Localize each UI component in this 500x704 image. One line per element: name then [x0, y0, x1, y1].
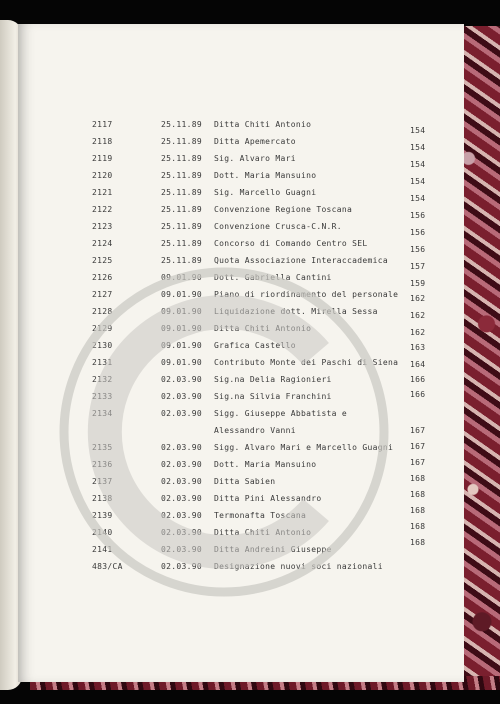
entry-date: 09.01.90	[161, 358, 202, 367]
entry-number: 2124	[92, 239, 113, 248]
entry-date: 02.03.90	[161, 409, 202, 418]
entry-date: 02.03.90	[161, 375, 202, 384]
register-row	[18, 256, 464, 272]
entry-page: 163	[410, 343, 426, 352]
register-row	[18, 171, 464, 187]
register-row	[18, 307, 464, 323]
entry-page: 164	[410, 360, 426, 369]
entry-description: Dott. Maria Mansuino	[214, 460, 317, 469]
entry-page: 168	[410, 474, 426, 483]
entry-number: 2136	[92, 460, 113, 469]
register-row	[18, 341, 464, 357]
entry-description: Grafica Castello	[214, 341, 296, 350]
register-row	[18, 474, 464, 493]
entry-date: 25.11.89	[161, 188, 202, 197]
entry-description: Convenzione Crusca-C.N.R.	[214, 222, 342, 231]
entry-description: Sig.na Delia Ragionieri	[214, 375, 332, 384]
entry-date: 25.11.89	[161, 256, 202, 265]
entry-number: 2120	[92, 171, 113, 180]
entry-description: Ditta Sabien	[214, 477, 276, 486]
register-row	[18, 538, 464, 561]
entry-date: 09.01.90	[161, 273, 202, 282]
register-row	[18, 460, 464, 476]
entry-number: 2133	[92, 392, 113, 401]
entry-number: 2118	[92, 137, 113, 146]
entry-number: 2127	[92, 290, 113, 299]
register-page	[18, 24, 464, 682]
register-row	[18, 120, 464, 136]
entry-description: Piano di riordinamento del personale	[214, 290, 399, 299]
entry-page: 159	[410, 279, 426, 288]
register-row	[18, 137, 464, 153]
entry-number: 2125	[92, 256, 113, 265]
register-row	[18, 392, 464, 408]
entry-description: Liquidazione dott. Mirella Sessa	[214, 307, 378, 316]
entry-page: 156	[410, 211, 426, 220]
entry-number: 2119	[92, 154, 113, 163]
entry-number: 2128	[92, 307, 113, 316]
entry-page: 168	[410, 538, 426, 547]
entry-page: 162	[410, 311, 426, 320]
entry-number: 483/CA	[92, 562, 123, 571]
entry-description: Designazione nuovi soci nazionali	[214, 562, 383, 571]
entry-number: 2131	[92, 358, 113, 367]
entry-page: 154	[410, 160, 426, 169]
entry-date: 25.11.89	[161, 205, 202, 214]
register-row	[18, 490, 464, 510]
register-row	[18, 358, 464, 374]
register-row	[18, 426, 464, 442]
entry-description: Contributo Monte dei Paschi di Siena	[214, 358, 399, 367]
register-row	[18, 154, 464, 170]
entry-page: 157	[410, 262, 426, 271]
entry-page: 168	[410, 522, 426, 531]
entry-page: 156	[410, 228, 426, 237]
entry-date: 02.03.90	[161, 545, 202, 554]
entry-page: 168	[410, 506, 426, 515]
entry-date: 09.01.90	[161, 307, 202, 316]
entry-date: 25.11.89	[161, 222, 202, 231]
entry-description: Sig.na Silvia Franchini	[214, 392, 332, 401]
entry-number: 2121	[92, 188, 113, 197]
entry-description: Ditta Chiti Antonio	[214, 120, 312, 129]
entry-date: 09.01.90	[161, 341, 202, 350]
entry-description: Dott. Gabriella Cantini	[214, 273, 332, 282]
entry-description: Ditta Chiti Antonio	[214, 324, 312, 333]
entry-number: 2137	[92, 477, 113, 486]
register-row	[18, 324, 464, 340]
entry-page: 166	[410, 375, 426, 384]
entry-description: Concorso di Comando Centro SEL	[214, 239, 368, 248]
entry-description: Sig. Alvaro Mari	[214, 154, 296, 163]
entry-date: 02.03.90	[161, 494, 202, 503]
entry-date: 09.01.90	[161, 324, 202, 333]
entry-page: 156	[410, 245, 426, 254]
entry-page: 154	[410, 194, 426, 203]
entry-date: 02.03.90	[161, 460, 202, 469]
entry-description: Sigg. Giuseppe Abbatista e	[214, 409, 348, 418]
entry-page: 154	[410, 143, 426, 152]
entry-page: 162	[410, 328, 426, 337]
entry-date: 02.03.90	[161, 477, 202, 486]
entry-description: Quota Associazione Interaccademica	[214, 256, 388, 265]
entry-number: 2139	[92, 511, 113, 520]
entry-page: 168	[410, 490, 426, 499]
entry-number: 2126	[92, 273, 113, 282]
register-row	[18, 522, 464, 544]
entry-number: 2141	[92, 545, 113, 554]
entry-page: 167	[410, 426, 426, 435]
register-row	[18, 409, 464, 425]
register-row	[18, 506, 464, 527]
entry-number: 2140	[92, 528, 113, 537]
register-row	[18, 273, 464, 289]
entry-description: Ditta Apemercato	[214, 137, 296, 146]
entry-number: 2122	[92, 205, 113, 214]
entry-number: 2117	[92, 120, 113, 129]
entry-date: 02.03.90	[161, 392, 202, 401]
entry-date: 25.11.89	[161, 137, 202, 146]
entry-date: 02.03.90	[161, 511, 202, 520]
entry-description: Alessandro Vanni	[214, 426, 296, 435]
entry-date: 02.03.90	[161, 562, 202, 571]
entry-page: 167	[410, 442, 426, 451]
entry-number: 2135	[92, 443, 113, 452]
entry-number: 2123	[92, 222, 113, 231]
entry-description: Ditta Chiti Antonio	[214, 528, 312, 537]
entry-description: Dott. Maria Mansuino	[214, 171, 317, 180]
entry-date: 02.03.90	[161, 443, 202, 452]
entry-description: Termonafta Toscana	[214, 511, 307, 520]
entry-number: 2132	[92, 375, 113, 384]
entry-number: 2130	[92, 341, 113, 350]
register-row	[18, 562, 464, 578]
register-row	[18, 239, 464, 255]
register-row	[18, 205, 464, 221]
entry-page: 154	[410, 126, 426, 135]
entry-date: 09.01.90	[161, 290, 202, 299]
register-row	[18, 443, 464, 459]
entry-number: 2138	[92, 494, 113, 503]
entry-date: 25.11.89	[161, 239, 202, 248]
entry-page: 162	[410, 294, 426, 303]
entry-description: Ditta Andreini Giuseppe	[214, 545, 332, 554]
entry-date: 25.11.89	[161, 120, 202, 129]
entry-number: 2129	[92, 324, 113, 333]
register-row	[18, 290, 464, 306]
entry-description: Sig. Marcello Guagni	[214, 188, 317, 197]
entry-date: 25.11.89	[161, 171, 202, 180]
entry-number: 2134	[92, 409, 113, 418]
entry-description: Ditta Pini Alessandro	[214, 494, 322, 503]
entry-date: 02.03.90	[161, 528, 202, 537]
entry-page: 166	[410, 390, 426, 399]
entry-date: 25.11.89	[161, 154, 202, 163]
entry-description: Convenzione Regione Toscana	[214, 205, 353, 214]
register-row	[18, 375, 464, 391]
register-row	[18, 188, 464, 204]
entry-description: Sigg. Alvaro Mari e Marcello Guagni	[214, 443, 394, 452]
entry-page: 154	[410, 177, 426, 186]
entry-page: 167	[410, 458, 426, 467]
register-row	[18, 222, 464, 238]
